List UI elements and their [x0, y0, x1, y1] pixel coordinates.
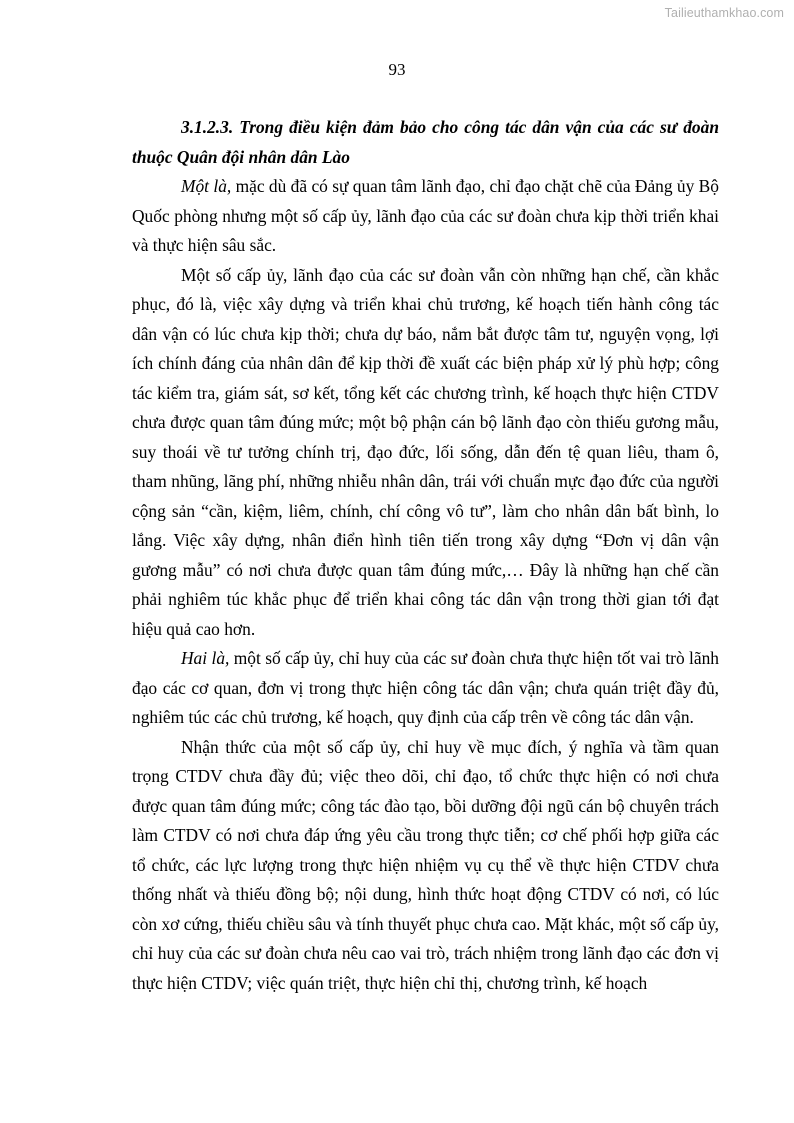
paragraph-2: [132, 261, 719, 645]
section-heading: 3.1.2.3. Trong điều kiện đảm bảo cho công tác dân vận của các sư đoàn thuộc Quân đội nhân dân Lào: [132, 117, 719, 167]
paragraph-3: [132, 644, 719, 733]
paragraph-text: Một số cấp ủy, lãnh đạo của các sư đoàn vẫn còn những hạn chế, cần khắc phục, đó là, việc xây dựng và triển khai chủ trương, kế hoạch tiến hành công tác dân vận có lúc chưa kịp thời; chưa dự báo, nắm bắt được tâm tư, nguyện vọng, lợi ích chính đáng của nhân dân để kịp thời đề xuất các biện pháp xử lý phù hợp; công tác kiểm tra, giám sát, sơ kết, tổng kết các chương trình, kế hoạch thực hiện CTDV chưa được quan tâm đúng mức; một bộ phận cán bộ lãnh đạo còn thiếu gương mẫu, suy thoái về tư tưởng chính trị, đạo đức, lối sống, dẫn đến tệ quan liêu, tham ô, tham nhũng, lãng phí, những nhiễu nhân dân, trái với chuẩn mực đạo đức của người cộng sản “cần, kiệm, liêm, chính, chí công vô tư”, làm cho nhân dân bất bình, lo lắng. Việc xây dựng, nhân điển hình tiên tiến trong xây dựng “Đơn vị dân vận gương mẫu” có nơi chưa được quan tâm đúng mức,… Đây là những hạn chế cần phải nghiêm túc khắc phục để triển khai công tác dân vận trong thời gian tới đạt hiệu quả cao hơn.: [132, 264, 719, 639]
watermark: Tailieuthamkhao.com: [664, 6, 784, 20]
paragraph-text: Nhận thức của một số cấp ủy, chỉ huy về mục đích, ý nghĩa và tầm quan trọng CTDV chưa đầy đủ; việc theo dõi, chỉ đạo, tổ chức thực hiện có nơi chưa được quan tâm đúng mức; công tác đào tạo, bồi dưỡng đội ngũ cán bộ chuyên trách làm CTDV có nơi chưa đáp ứng yêu cầu trong thực tiễn; cơ chế phối hợp giữa các tổ chức, các lực lượng trong thực hiện nhiệm vụ cụ thể về thực hiện CTDV chưa thống nhất và thiếu đồng bộ; nội dung, hình thức hoạt động CTDV có nơi, có lúc còn xơ cứng, thiếu chiều sâu và tính thuyết phục chưa cao. Mặt khác, một số cấp ủy, chỉ huy của các sư đoàn chưa nêu cao vai trò, trách nhiệm trong lãnh đạo các đơn vị thực hiện CTDV; việc quán triệt, thực hiện chỉ thị, chương trình, kế hoạch: [132, 736, 719, 993]
document-body: [132, 113, 719, 998]
page-number: 93: [388, 60, 406, 79]
paragraph-4: [132, 733, 719, 999]
paragraph-1: [132, 172, 719, 261]
paragraph-lead: Hai là,: [181, 648, 230, 668]
paragraph-text: một số cấp ủy, chỉ huy của các sư đoàn chưa thực hiện tốt vai trò lãnh đạo các cơ quan, đơn vị trong thực hiện công tác dân vận; chưa quán triệt đầy đủ, nghiêm túc các chủ trương, kế hoạch, quy định của cấp trên về công tác dân vận.: [132, 648, 719, 727]
paragraph-lead: Một là,: [181, 176, 232, 196]
paragraph-text: mặc dù đã có sự quan tâm lãnh đạo, chỉ đạo chặt chẽ của Đảng ủy Bộ Quốc phòng nhưng một số cấp ủy, lãnh đạo của các sư đoàn chưa kịp thời triển khai và thực hiện sâu sắc.: [132, 176, 719, 255]
